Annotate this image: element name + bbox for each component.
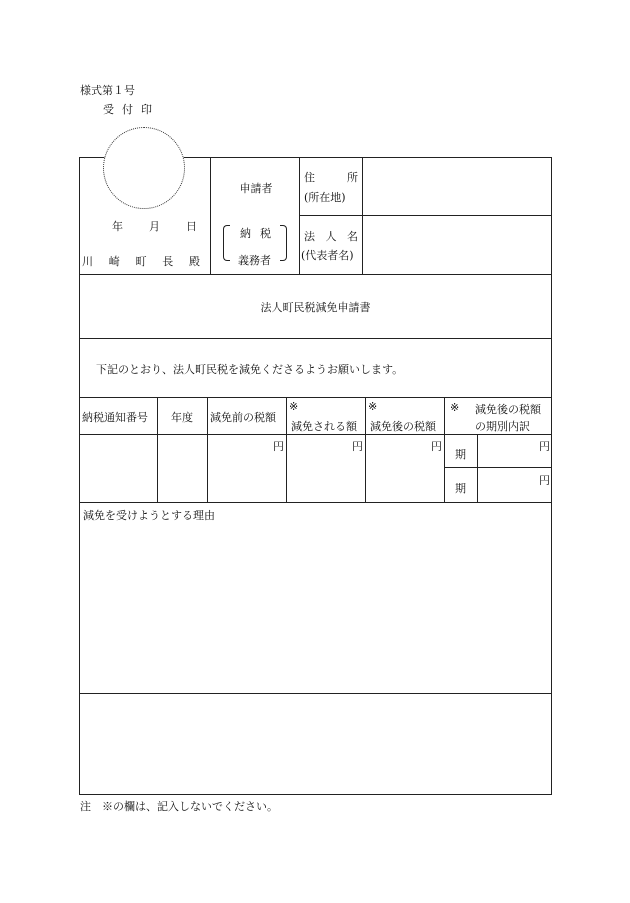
bracket-right xyxy=(280,225,287,261)
header-installments-1: 減免後の税額 xyxy=(475,403,541,416)
addressee-char: 長 xyxy=(162,255,174,268)
divider xyxy=(286,397,287,502)
addressee-char: 町 xyxy=(135,255,147,268)
address-value[interactable] xyxy=(366,170,546,206)
address-char: 所 xyxy=(347,171,358,184)
divider xyxy=(79,693,552,694)
divider xyxy=(210,157,211,274)
corp-name-char: 人 xyxy=(325,230,337,243)
divider xyxy=(79,502,552,503)
header-after-amount: 減免後の税額 xyxy=(370,420,436,433)
reception-stamp-label: 受付印 xyxy=(103,103,160,116)
divider xyxy=(299,215,552,216)
reception-stamp-circle xyxy=(103,127,185,209)
divider xyxy=(444,467,552,468)
header-mark: ※ xyxy=(368,400,378,413)
header-reduced-amount: 減免される額 xyxy=(291,420,357,433)
applicant-label: 申請者 xyxy=(239,182,273,195)
header-mark: ※ xyxy=(289,400,299,413)
address-label xyxy=(304,169,358,185)
divider xyxy=(79,338,552,339)
corp-name-char: 名 xyxy=(347,230,358,243)
header-before-amount: 減免前の税額 xyxy=(210,411,276,424)
header-year: 年度 xyxy=(171,411,193,424)
corp-name-label xyxy=(304,228,358,244)
year-label: 年 xyxy=(112,220,123,233)
addressee xyxy=(82,253,200,269)
month-label: 月 xyxy=(149,220,160,233)
header-mark: ※ xyxy=(450,401,460,414)
corp-name-char: 法 xyxy=(304,230,315,243)
yen-unit: 円 xyxy=(431,440,442,453)
divider xyxy=(477,434,478,502)
addressee-char: 崎 xyxy=(108,255,120,268)
header-installments-2: の期別内訳 xyxy=(475,420,530,433)
addressee-char: 川 xyxy=(82,255,93,268)
yen-unit: 円 xyxy=(352,440,363,453)
address-sub-label: (所在地) xyxy=(304,191,346,204)
document-title: 法人町民税減免申請書 xyxy=(260,301,371,314)
address-char: 住 xyxy=(304,171,315,184)
footnote: 注 ※の欄は、記入しないでください。 xyxy=(80,800,278,813)
divider xyxy=(207,397,208,502)
request-statement: 下記のとおり、法人町民税を減免くださるようお願いします。 xyxy=(96,363,404,376)
taxpayer-label-1: 納税 xyxy=(240,227,280,240)
divider xyxy=(157,397,158,502)
yen-unit: 円 xyxy=(273,440,284,453)
corp-name-sub-label: (代表者名) xyxy=(301,249,354,262)
reason-label: 減免を受けようとする理由 xyxy=(83,509,215,522)
divider xyxy=(365,397,366,502)
day-label: 日 xyxy=(186,220,197,233)
divider xyxy=(79,397,552,398)
yen-unit: 円 xyxy=(539,474,550,487)
divider xyxy=(79,434,552,435)
period-label: 期 xyxy=(455,448,466,461)
yen-unit: 円 xyxy=(539,440,550,453)
corp-name-value[interactable] xyxy=(366,226,546,266)
addressee-char: 殿 xyxy=(189,255,200,268)
bracket-left xyxy=(223,225,230,261)
period-label: 期 xyxy=(455,482,466,495)
divider xyxy=(79,274,552,275)
divider xyxy=(444,397,445,502)
form-number: 様式第１号 xyxy=(80,84,135,97)
date-field xyxy=(112,218,197,234)
taxpayer-label-2: 義務者 xyxy=(238,254,271,267)
header-notice-number: 納税通知番号 xyxy=(82,411,148,424)
